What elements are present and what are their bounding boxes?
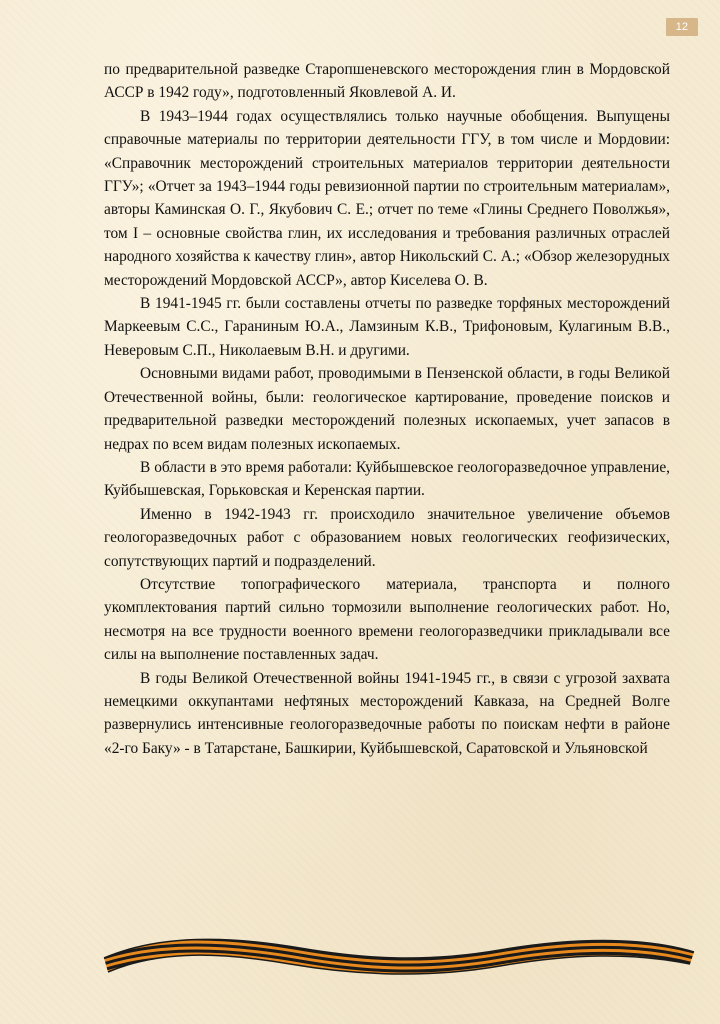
paragraph-5: В области в это время работали: Куйбышевское геологоразведочное управление, Куйбышевская, Горьковская и Керенская партии. <box>104 458 670 500</box>
paragraph-3: В 1941-1945 гг. были составлены отчеты по разведке торфяных месторождений Маркеевым С.С., Гараниным Ю.А., Ламзиным К.В., Трифоновым, Кулагиным В.В., Неверовым С.П., Николаевым В.Н. и другими. <box>104 295 670 359</box>
paragraph-4: Основными видами работ, проводимыми в Пензенской области, в годы Великой Отечественной войны, были: геологическое картирование, проведение поисков и предварительной разведки месторождений полезных ископаемых, учет запасов в недрах по всем видам полезных ископаемых. <box>104 365 670 453</box>
page-number: 12 <box>666 18 698 36</box>
paragraph-7: Отсутствие топографического материала, транспорта и полного укомплектования партий сильно тормозили выполнение геологических работ. Но, несмотря на все трудности военного времени геологоразведчики прикладывали все силы на выполнение поставленных задач. <box>104 575 670 664</box>
paragraph-2: В 1943–1944 годах осуществлялись только научные обобщения. Выпущены справочные материалы по территории деятельности ГГУ, в том числе и Мордовии: «Справочник месторождений строительных материалов территории деятельности ГГУ»; «Отчет за 1943–1944 годы ревизионной партии по строительным материалам», авторы Каминская О. Г., Якубович С. Е.; отчет по теме «Глины Среднего Поволжья», том I – основные свойства глин, их исследования и требования различных отраслей народного хозяйства к качеству глин», автор Никольский С. А.; «Обзор железорудных месторождений Мордовской АССР», автор Киселева О. В. <box>104 107 670 289</box>
st-george-ribbon-icon <box>100 928 698 980</box>
body-text <box>104 58 670 760</box>
paragraph-8: В годы Великой Отечественной войны 1941-1945 гг., в связи с угрозой захвата немецкими оккупантами нефтяных месторождений Кавказа, на Средней Волге развернулись интенсивные геологоразведочные работы по поискам нефти в районе «2-го Баку» - в Татарстане, Башкирии, Куйбышевской, Саратовской и Ульяновской <box>104 669 670 757</box>
paragraph-1: по предварительной разведке Старопшеневского месторождения глин в Мордовской АССР в 1942 году», подготовленный Яковлевой А. И. <box>104 61 670 102</box>
paragraph-6: Именно в 1942-1943 гг. происходило значительное увеличение объемов геологоразведочных работ с образованием новых геологических геофизических, сопутствующих партий и подразделений. <box>104 505 670 570</box>
